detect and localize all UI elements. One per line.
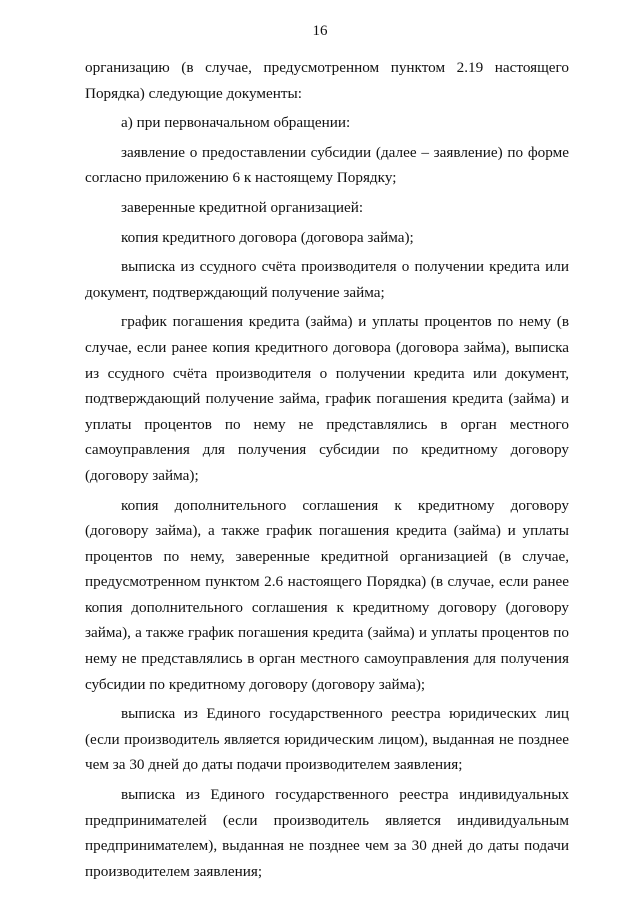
paragraph-egrul-extract: выписка из Единого государственного реестра юридических лиц (если производитель является юридическим лицом), выданная не позднее чем за 30 дней до даты подачи производителем заявления; [85, 705, 569, 774]
paragraph-loan-agreement-copy: копия кредитного договора (договора займа); [121, 228, 414, 246]
paragraph-loan-account-statement: выписка из ссудного счёта производителя о получении кредита или документ, подтверждающий получение займа; [85, 258, 569, 301]
paragraph-supplementary-agreement: копия дополнительного соглашения к кредитному договору (договору займа), а также график погашения кредита (займа) и уплаты процентов по нему, заверенные кредитной организацией (в случае, предусмотренном пунктом 2.6 настоящего Порядка) (в случае, если ранее копия дополнительного соглашения к кредитному договору (договору займа), а также график погашения кредита (займа) и уплаты процентов по нему не представлялись в орган местного самоуправления для получения субсидии по кредитному договору (договору займа); [85, 496, 569, 693]
paragraph-egrip-extract: выписка из Единого государственного реестра индивидуальных предпринимателей (если производитель является индивидуальным предпринимателем), выданная не позднее чем за 30 дней до даты подачи производителем заявления; [85, 786, 569, 880]
paragraph-repayment-schedule: график погашения кредита (займа) и уплаты процентов по нему (в случае, если ранее копия кредитного договора (договора займа), выписка из ссудного счёта производителя о получении кредита или документ, подтверждающий получение займа, график погашения кредита (займа) и уплаты процентов по нему не представлялись в орган местного самоуправления для получения субсидии по кредитному договору (договору займа); [85, 313, 569, 484]
paragraph-initial-request: а) при первоначальном обращении: [121, 114, 351, 132]
page-number: 16 [312, 23, 328, 39]
paragraph-application: заявление о предоставлении субсидии (далее – заявление) по форме согласно приложению 6 к настоящему Порядку; [85, 143, 569, 187]
paragraph-documents-intro: организацию (в случае, предусмотренном пунктом 2.19 настоящего Порядка) следующие документы: [85, 59, 569, 102]
document-body [85, 55, 569, 888]
paragraph-certified-by-bank: заверенные кредитной организацией: [121, 198, 364, 216]
